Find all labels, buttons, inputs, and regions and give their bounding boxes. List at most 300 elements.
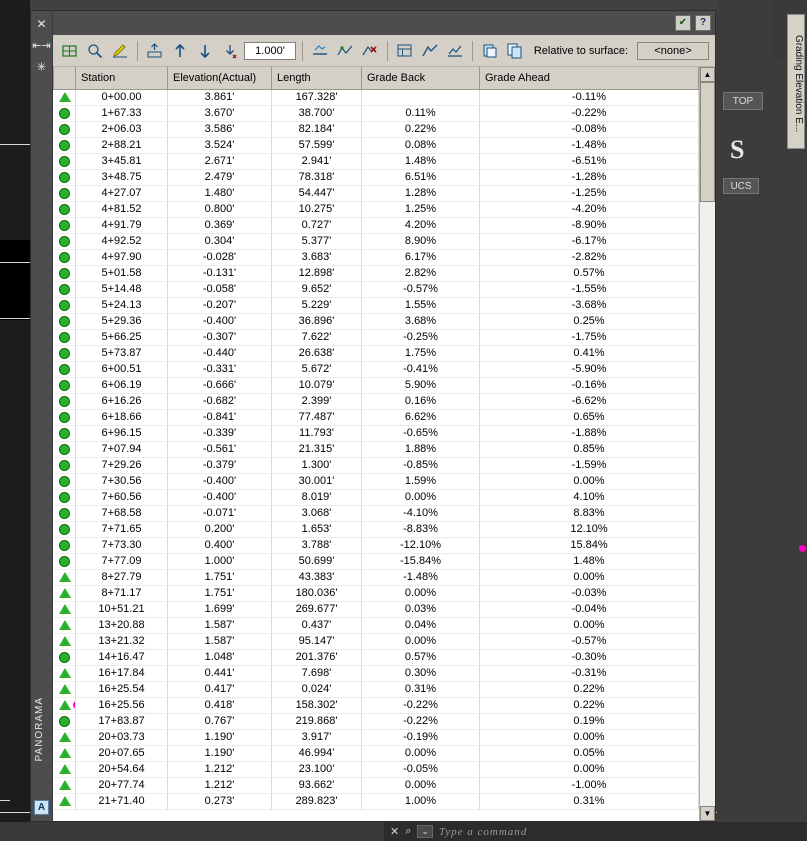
cell-grade-ahead[interactable]: 12.10% <box>480 521 699 537</box>
cell-length[interactable]: 3.917' <box>272 729 362 745</box>
cell-station[interactable]: 4+27.07 <box>76 185 168 201</box>
cell-station[interactable]: 3+45.81 <box>76 153 168 169</box>
row-symbol-cell[interactable] <box>54 121 76 137</box>
table-row[interactable] <box>54 249 699 265</box>
row-symbol-cell[interactable] <box>54 713 76 729</box>
cell-grade-back[interactable]: 4.20% <box>362 217 480 233</box>
cell-length[interactable]: 3.788' <box>272 537 362 553</box>
table-row[interactable] <box>54 505 699 521</box>
cell-grade-back[interactable]: 6.17% <box>362 249 480 265</box>
table-row[interactable] <box>54 169 699 185</box>
cell-length[interactable]: 7.622' <box>272 329 362 345</box>
cell-length[interactable]: 77.487' <box>272 409 362 425</box>
table-row[interactable] <box>54 793 699 809</box>
cell-station[interactable]: 20+77.74 <box>76 777 168 793</box>
cell-elevation[interactable]: 0.400' <box>168 537 272 553</box>
column-header-grade-back[interactable]: Grade Back <box>362 67 480 89</box>
cell-grade-back[interactable]: 0.22% <box>362 121 480 137</box>
table-row[interactable] <box>54 681 699 697</box>
cell-elevation[interactable]: 1.212' <box>168 761 272 777</box>
cell-elevation[interactable]: -0.400' <box>168 473 272 489</box>
cell-elevation[interactable]: 2.671' <box>168 153 272 169</box>
table-row[interactable] <box>54 281 699 297</box>
cell-grade-back[interactable]: -4.10% <box>362 505 480 521</box>
row-symbol-cell[interactable] <box>54 297 76 313</box>
cell-station[interactable]: 4+97.90 <box>76 249 168 265</box>
table-row[interactable] <box>54 233 699 249</box>
cell-grade-ahead[interactable]: -6.62% <box>480 393 699 409</box>
cell-elevation[interactable]: -0.561' <box>168 441 272 457</box>
cell-grade-ahead[interactable]: -0.03% <box>480 585 699 601</box>
cell-grade-ahead[interactable]: 0.00% <box>480 473 699 489</box>
column-header-grade-ahead[interactable]: Grade Ahead <box>480 67 699 89</box>
cell-elevation[interactable]: -0.400' <box>168 489 272 505</box>
cell-station[interactable]: 14+16.47 <box>76 649 168 665</box>
cell-station[interactable]: 8+71.17 <box>76 585 168 601</box>
cell-grade-ahead[interactable]: 0.22% <box>480 697 699 713</box>
cell-grade-ahead[interactable]: 0.25% <box>480 313 699 329</box>
row-symbol-cell[interactable] <box>54 761 76 777</box>
row-symbol-cell[interactable] <box>54 409 76 425</box>
cell-grade-back[interactable]: 0.11% <box>362 105 480 121</box>
row-symbol-cell[interactable] <box>54 361 76 377</box>
cell-station[interactable]: 17+83.87 <box>76 713 168 729</box>
row-symbol-cell[interactable] <box>54 345 76 361</box>
table-row[interactable] <box>54 601 699 617</box>
cell-elevation[interactable]: 1.212' <box>168 777 272 793</box>
cell-station[interactable]: 6+96.15 <box>76 425 168 441</box>
cell-grade-ahead[interactable]: -0.04% <box>480 601 699 617</box>
table-row[interactable] <box>54 137 699 153</box>
cell-length[interactable]: 3.068' <box>272 505 362 521</box>
cell-grade-back[interactable]: -0.25% <box>362 329 480 345</box>
insert-high-low-point-icon[interactable] <box>334 40 356 62</box>
copy-icon[interactable] <box>504 40 526 62</box>
cell-station[interactable]: 6+16.26 <box>76 393 168 409</box>
properties-star-icon[interactable]: ✳ <box>36 60 47 74</box>
cell-length[interactable]: 95.147' <box>272 633 362 649</box>
row-symbol-cell[interactable] <box>54 489 76 505</box>
cell-station[interactable]: 3+48.75 <box>76 169 168 185</box>
table-row[interactable] <box>54 345 699 361</box>
table-row[interactable] <box>54 217 699 233</box>
table-row[interactable] <box>54 361 699 377</box>
cell-length[interactable]: 289.823' <box>272 793 362 809</box>
cell-grade-back[interactable]: -12.10% <box>362 537 480 553</box>
table-row[interactable] <box>54 697 699 713</box>
cell-elevation[interactable]: -0.307' <box>168 329 272 345</box>
cell-length[interactable]: 12.898' <box>272 265 362 281</box>
cell-elevation[interactable]: 1.190' <box>168 745 272 761</box>
cell-elevation[interactable]: -0.207' <box>168 297 272 313</box>
cell-grade-ahead[interactable]: 0.19% <box>480 713 699 729</box>
cell-elevation[interactable]: 1.699' <box>168 601 272 617</box>
cell-grade-back[interactable]: 8.90% <box>362 233 480 249</box>
cell-grade-ahead[interactable]: 0.05% <box>480 745 699 761</box>
cell-grade-ahead[interactable]: 8.83% <box>480 505 699 521</box>
cell-length[interactable]: 1.653' <box>272 521 362 537</box>
edit-elevations-icon[interactable] <box>109 40 131 62</box>
table-row[interactable] <box>54 649 699 665</box>
cell-station[interactable]: 5+66.25 <box>76 329 168 345</box>
table-row[interactable] <box>54 425 699 441</box>
raise-lower-elevation-icon[interactable] <box>144 40 166 62</box>
cell-station[interactable]: 4+91.79 <box>76 217 168 233</box>
cell-grade-back[interactable]: 0.03% <box>362 601 480 617</box>
cell-length[interactable]: 93.662' <box>272 777 362 793</box>
row-symbol-cell[interactable] <box>54 617 76 633</box>
row-symbol-cell[interactable] <box>54 537 76 553</box>
cell-grade-back[interactable]: -0.41% <box>362 361 480 377</box>
cell-elevation[interactable]: 1.000' <box>168 553 272 569</box>
cell-elevation[interactable]: 0.418' <box>168 697 272 713</box>
cell-station[interactable]: 5+73.87 <box>76 345 168 361</box>
cell-grade-back[interactable]: -8.83% <box>362 521 480 537</box>
increment-value-field[interactable]: 1.000' <box>244 42 296 60</box>
annotation-scale-icon[interactable]: A <box>34 800 49 815</box>
insert-elevation-point-icon[interactable] <box>59 40 81 62</box>
grid-container[interactable] <box>53 67 715 821</box>
row-symbol-cell[interactable] <box>54 681 76 697</box>
table-row[interactable] <box>54 729 699 745</box>
cell-grade-back[interactable]: 3.68% <box>362 313 480 329</box>
cell-grade-back[interactable]: 0.57% <box>362 649 480 665</box>
panorama-palette[interactable] <box>30 10 716 822</box>
delete-elevation-point-icon[interactable] <box>359 40 381 62</box>
cell-grade-back[interactable]: 5.90% <box>362 377 480 393</box>
cell-length[interactable]: 201.376' <box>272 649 362 665</box>
cell-grade-ahead[interactable]: -0.22% <box>480 105 699 121</box>
cell-elevation[interactable]: 0.273' <box>168 793 272 809</box>
grade-breakline-icon[interactable] <box>419 40 441 62</box>
elevation-table[interactable] <box>53 67 699 810</box>
table-row[interactable] <box>54 329 699 345</box>
cell-elevation[interactable]: 3.861' <box>168 89 272 105</box>
cell-length[interactable]: 36.896' <box>272 313 362 329</box>
column-header-length[interactable]: Length <box>272 67 362 89</box>
command-history-chevron-icon[interactable]: ⌄ <box>417 825 433 838</box>
cell-elevation[interactable]: -0.028' <box>168 249 272 265</box>
table-row[interactable] <box>54 201 699 217</box>
table-row[interactable] <box>54 121 699 137</box>
table-row[interactable] <box>54 409 699 425</box>
cell-length[interactable]: 50.699' <box>272 553 362 569</box>
cell-elevation[interactable]: 0.304' <box>168 233 272 249</box>
cell-length[interactable]: 1.300' <box>272 457 362 473</box>
cell-grade-ahead[interactable]: 0.00% <box>480 761 699 777</box>
table-row[interactable] <box>54 761 699 777</box>
row-symbol-cell[interactable] <box>54 697 76 713</box>
paste-icon[interactable] <box>479 40 501 62</box>
cell-length[interactable]: 5.229' <box>272 297 362 313</box>
cell-grade-back[interactable]: -0.22% <box>362 713 480 729</box>
table-row[interactable] <box>54 473 699 489</box>
cell-length[interactable]: 10.079' <box>272 377 362 393</box>
cell-grade-back[interactable]: -0.22% <box>362 697 480 713</box>
row-symbol-cell[interactable] <box>54 729 76 745</box>
row-symbol-cell[interactable] <box>54 105 76 121</box>
scroll-down-button[interactable]: ▼ <box>700 806 715 821</box>
column-header-elevation[interactable]: Elevation(Actual) <box>168 67 272 89</box>
cell-length[interactable]: 180.036' <box>272 585 362 601</box>
cell-grade-ahead[interactable]: -4.20% <box>480 201 699 217</box>
cell-length[interactable]: 0.727' <box>272 217 362 233</box>
cell-station[interactable]: 4+81.52 <box>76 201 168 217</box>
scroll-track[interactable] <box>700 82 715 806</box>
cell-station[interactable]: 7+71.65 <box>76 521 168 537</box>
cell-grade-ahead[interactable]: -0.57% <box>480 633 699 649</box>
cell-elevation[interactable]: -0.400' <box>168 313 272 329</box>
cell-station[interactable]: 0+00.00 <box>76 89 168 105</box>
row-symbol-cell[interactable] <box>54 665 76 681</box>
cell-length[interactable]: 30.001' <box>272 473 362 489</box>
help-button[interactable]: ? <box>695 15 711 31</box>
table-row[interactable] <box>54 457 699 473</box>
cell-grade-ahead[interactable]: 4.10% <box>480 489 699 505</box>
cell-elevation[interactable]: 3.524' <box>168 137 272 153</box>
cell-length[interactable]: 5.672' <box>272 361 362 377</box>
cell-elevation[interactable]: -0.131' <box>168 265 272 281</box>
cell-grade-ahead[interactable]: -3.68% <box>480 297 699 313</box>
cell-grade-back[interactable]: 0.00% <box>362 585 480 601</box>
close-icon[interactable]: ✕ <box>36 17 47 31</box>
cell-grade-back[interactable]: 6.51% <box>362 169 480 185</box>
cell-elevation[interactable]: 0.369' <box>168 217 272 233</box>
table-row[interactable] <box>54 105 699 121</box>
row-symbol-cell[interactable] <box>54 793 76 809</box>
row-symbol-cell[interactable] <box>54 201 76 217</box>
cell-length[interactable]: 43.383' <box>272 569 362 585</box>
cell-grade-ahead[interactable]: 0.31% <box>480 793 699 809</box>
cell-station[interactable]: 20+54.64 <box>76 761 168 777</box>
grid-vertical-scrollbar[interactable] <box>699 67 715 821</box>
cell-grade-ahead[interactable]: 1.48% <box>480 553 699 569</box>
command-bar-controls[interactable] <box>384 825 527 838</box>
command-bar[interactable] <box>0 822 807 841</box>
cell-grade-back[interactable]: 0.00% <box>362 745 480 761</box>
cell-grade-back[interactable]: 0.00% <box>362 633 480 649</box>
row-symbol-cell[interactable] <box>54 265 76 281</box>
zoom-icon[interactable] <box>84 40 106 62</box>
elevation-editor-icon[interactable] <box>394 40 416 62</box>
row-symbol-cell[interactable] <box>54 649 76 665</box>
cell-station[interactable]: 16+17.84 <box>76 665 168 681</box>
cell-length[interactable]: 21.315' <box>272 441 362 457</box>
cell-elevation[interactable]: -0.331' <box>168 361 272 377</box>
raise-elevation-icon[interactable] <box>169 40 191 62</box>
cell-grade-back[interactable]: 1.75% <box>362 345 480 361</box>
row-symbol-cell[interactable] <box>54 601 76 617</box>
cell-elevation[interactable]: -0.379' <box>168 457 272 473</box>
table-row[interactable] <box>54 665 699 681</box>
cell-grade-back[interactable]: 0.04% <box>362 617 480 633</box>
row-symbol-cell[interactable] <box>54 153 76 169</box>
row-symbol-cell[interactable] <box>54 745 76 761</box>
cell-elevation[interactable]: -0.841' <box>168 409 272 425</box>
table-row[interactable] <box>54 297 699 313</box>
cell-length[interactable]: 10.275' <box>272 201 362 217</box>
cell-length[interactable]: 8.019' <box>272 489 362 505</box>
cell-grade-ahead[interactable]: 0.22% <box>480 681 699 697</box>
cell-grade-ahead[interactable]: -1.28% <box>480 169 699 185</box>
cell-grade-ahead[interactable]: -1.75% <box>480 329 699 345</box>
cell-grade-back[interactable]: 0.00% <box>362 777 480 793</box>
cell-grade-back[interactable]: -0.19% <box>362 729 480 745</box>
cell-grade-back[interactable]: -0.65% <box>362 425 480 441</box>
table-row[interactable] <box>54 489 699 505</box>
cell-elevation[interactable]: 2.479' <box>168 169 272 185</box>
cell-grade-back[interactable]: 2.82% <box>362 265 480 281</box>
row-symbol-cell[interactable] <box>54 425 76 441</box>
row-symbol-cell[interactable] <box>54 553 76 569</box>
cell-grade-back[interactable]: 1.48% <box>362 153 480 169</box>
cell-grade-ahead[interactable]: 0.57% <box>480 265 699 281</box>
cell-grade-back[interactable]: 0.31% <box>362 681 480 697</box>
table-row[interactable] <box>54 265 699 281</box>
cell-length[interactable]: 269.677' <box>272 601 362 617</box>
row-symbol-cell[interactable] <box>54 169 76 185</box>
cell-station[interactable]: 8+27.79 <box>76 569 168 585</box>
cell-length[interactable]: 11.793' <box>272 425 362 441</box>
relative-to-surface-select[interactable]: <none> <box>637 42 709 60</box>
cell-elevation[interactable]: 0.800' <box>168 201 272 217</box>
row-symbol-cell[interactable] <box>54 569 76 585</box>
cell-elevation[interactable]: -0.666' <box>168 377 272 393</box>
flatten-grade-icon[interactable] <box>309 40 331 62</box>
cell-grade-back[interactable]: -15.84% <box>362 553 480 569</box>
cell-elevation[interactable]: -0.440' <box>168 345 272 361</box>
row-symbol-cell[interactable] <box>54 249 76 265</box>
row-symbol-cell[interactable] <box>54 329 76 345</box>
cell-station[interactable]: 13+21.32 <box>76 633 168 649</box>
cell-elevation[interactable]: 1.751' <box>168 585 272 601</box>
cell-grade-back[interactable]: -1.48% <box>362 569 480 585</box>
viewport-top-label[interactable]: TOP <box>723 92 763 110</box>
cell-grade-back[interactable]: 1.25% <box>362 201 480 217</box>
cell-length[interactable]: 26.638' <box>272 345 362 361</box>
cell-grade-back[interactable]: 0.30% <box>362 665 480 681</box>
cell-station[interactable]: 7+29.26 <box>76 457 168 473</box>
cell-length[interactable]: 219.868' <box>272 713 362 729</box>
row-symbol-cell[interactable] <box>54 777 76 793</box>
cell-grade-ahead[interactable]: 0.00% <box>480 569 699 585</box>
table-row[interactable] <box>54 185 699 201</box>
cell-elevation[interactable]: 1.587' <box>168 617 272 633</box>
cell-station[interactable]: 20+03.73 <box>76 729 168 745</box>
cell-station[interactable]: 5+01.58 <box>76 265 168 281</box>
cell-elevation[interactable]: 1.480' <box>168 185 272 201</box>
table-row[interactable] <box>54 617 699 633</box>
cell-elevation[interactable]: 0.767' <box>168 713 272 729</box>
cell-grade-ahead[interactable]: 0.41% <box>480 345 699 361</box>
row-symbol-cell[interactable] <box>54 441 76 457</box>
cell-station[interactable]: 20+07.65 <box>76 745 168 761</box>
cell-length[interactable]: 167.328' <box>272 89 362 105</box>
cell-elevation[interactable]: -0.339' <box>168 425 272 441</box>
cell-grade-back[interactable]: -0.05% <box>362 761 480 777</box>
cell-station[interactable]: 7+07.94 <box>76 441 168 457</box>
close-command-icon[interactable]: ✕ <box>390 826 400 838</box>
cell-elevation[interactable]: 0.417' <box>168 681 272 697</box>
cell-grade-ahead[interactable]: -0.31% <box>480 665 699 681</box>
cell-grade-ahead[interactable]: -0.16% <box>480 377 699 393</box>
cell-elevation[interactable]: 0.200' <box>168 521 272 537</box>
row-symbol-cell[interactable] <box>54 633 76 649</box>
cell-station[interactable]: 7+73.30 <box>76 537 168 553</box>
row-symbol-cell[interactable] <box>54 233 76 249</box>
cell-grade-back[interactable]: 1.88% <box>362 441 480 457</box>
cell-elevation[interactable]: 1.587' <box>168 633 272 649</box>
cell-station[interactable]: 10+51.21 <box>76 601 168 617</box>
cell-station[interactable]: 4+92.52 <box>76 233 168 249</box>
quick-profile-icon[interactable] <box>444 40 466 62</box>
scroll-thumb[interactable] <box>700 82 715 202</box>
cell-station[interactable]: 7+77.09 <box>76 553 168 569</box>
cell-grade-back[interactable]: 6.62% <box>362 409 480 425</box>
row-symbol-cell[interactable] <box>54 217 76 233</box>
table-row[interactable] <box>54 89 699 105</box>
cell-grade-ahead[interactable]: -0.08% <box>480 121 699 137</box>
table-row[interactable] <box>54 441 699 457</box>
cell-grade-back[interactable]: -0.57% <box>362 281 480 297</box>
table-row[interactable] <box>54 521 699 537</box>
row-symbol-cell[interactable] <box>54 185 76 201</box>
cell-length[interactable]: 2.941' <box>272 153 362 169</box>
cell-length[interactable]: 23.100' <box>272 761 362 777</box>
grading-elevation-editor-tab[interactable]: Grading Elevation E... <box>787 14 805 149</box>
cell-grade-ahead[interactable]: 0.85% <box>480 441 699 457</box>
cell-station[interactable]: 21+71.40 <box>76 793 168 809</box>
lower-elevation-icon[interactable] <box>194 40 216 62</box>
cell-elevation[interactable]: 1.048' <box>168 649 272 665</box>
row-symbol-cell[interactable] <box>54 313 76 329</box>
cell-length[interactable]: 82.184' <box>272 121 362 137</box>
table-row[interactable] <box>54 569 699 585</box>
cell-grade-ahead[interactable]: -8.90% <box>480 217 699 233</box>
cell-length[interactable]: 54.447' <box>272 185 362 201</box>
cell-length[interactable]: 7.698' <box>272 665 362 681</box>
cell-grade-ahead[interactable]: -0.30% <box>480 649 699 665</box>
table-row[interactable] <box>54 633 699 649</box>
cell-length[interactable]: 3.683' <box>272 249 362 265</box>
cell-grade-ahead[interactable]: 0.00% <box>480 617 699 633</box>
cell-elevation[interactable]: -0.058' <box>168 281 272 297</box>
cell-grade-ahead[interactable]: -6.51% <box>480 153 699 169</box>
table-row[interactable] <box>54 393 699 409</box>
cell-grade-back[interactable]: 0.08% <box>362 137 480 153</box>
cell-grade-ahead[interactable]: -1.55% <box>480 281 699 297</box>
cell-station[interactable]: 1+67.33 <box>76 105 168 121</box>
row-symbol-cell[interactable] <box>54 393 76 409</box>
cell-station[interactable]: 6+06.19 <box>76 377 168 393</box>
cell-length[interactable]: 9.652' <box>272 281 362 297</box>
auto-hide-pin-icon[interactable]: ⇤⇥ <box>32 40 51 52</box>
cell-station[interactable]: 5+14.48 <box>76 281 168 297</box>
cell-station[interactable]: 13+20.88 <box>76 617 168 633</box>
elevation-grid[interactable] <box>53 67 699 821</box>
row-symbol-cell[interactable] <box>54 585 76 601</box>
row-symbol-cell[interactable] <box>54 377 76 393</box>
row-symbol-cell[interactable] <box>54 89 76 105</box>
table-row[interactable] <box>54 777 699 793</box>
scroll-up-button[interactable]: ▲ <box>700 67 715 82</box>
ucs-indicator[interactable]: UCS <box>723 178 759 194</box>
cell-grade-ahead[interactable]: -1.59% <box>480 457 699 473</box>
cell-grade-ahead[interactable]: 15.84% <box>480 537 699 553</box>
row-symbol-cell[interactable] <box>54 521 76 537</box>
cell-grade-back[interactable]: 1.28% <box>362 185 480 201</box>
cell-station[interactable]: 16+25.54 <box>76 681 168 697</box>
